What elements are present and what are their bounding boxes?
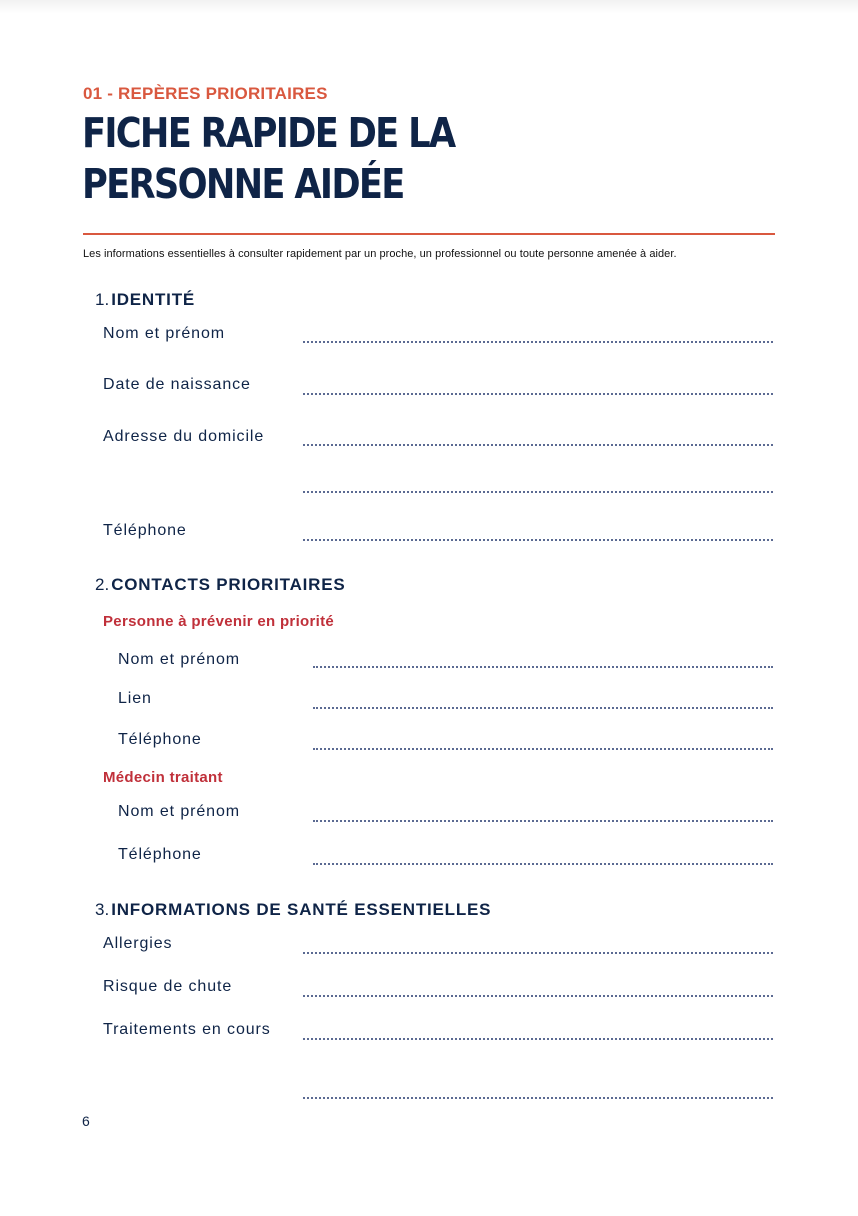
field-line-adresse-2[interactable] bbox=[303, 491, 773, 493]
section-identite-heading bbox=[95, 290, 195, 310]
label-medecin-nom-prenom: Nom et prénom bbox=[118, 803, 240, 820]
page-top-shadow bbox=[0, 0, 858, 14]
field-line-contact-lien[interactable] bbox=[313, 707, 773, 709]
label-contact-nom-prenom: Nom et prénom bbox=[118, 651, 240, 668]
field-line-telephone[interactable] bbox=[303, 539, 773, 541]
section-sante-heading bbox=[95, 900, 491, 920]
section-number: 2. bbox=[95, 575, 110, 594]
label-adresse: Adresse du domicile bbox=[103, 428, 265, 445]
section-number: 1. bbox=[95, 290, 110, 309]
subheading-medecin-traitant: Médecin traitant bbox=[103, 769, 223, 786]
label-medecin-telephone: Téléphone bbox=[118, 846, 202, 863]
field-line-date-naissance[interactable] bbox=[303, 393, 773, 395]
label-date-naissance: Date de naissance bbox=[103, 376, 251, 393]
field-line-medecin-telephone[interactable] bbox=[313, 863, 773, 865]
label-contact-lien: Lien bbox=[118, 690, 152, 707]
label-traitements: Traitements en cours bbox=[103, 1021, 271, 1038]
section-title: IDENTITÉ bbox=[111, 290, 196, 309]
page-title bbox=[82, 108, 454, 210]
subheading-personne-prevenir: Personne à prévenir en priorité bbox=[103, 613, 335, 630]
section-eyebrow: 01 - REPÈRES PRIORITAIRES bbox=[83, 84, 328, 103]
section-number: 3. bbox=[95, 900, 110, 919]
label-allergies: Allergies bbox=[103, 935, 173, 952]
page-number: 6 bbox=[82, 1113, 90, 1129]
label-risque-chute: Risque de chute bbox=[103, 978, 233, 995]
field-line-allergies[interactable] bbox=[303, 952, 773, 954]
field-line-adresse-1[interactable] bbox=[303, 444, 773, 446]
field-line-traitements-1[interactable] bbox=[303, 1038, 773, 1040]
field-line-contact-nom-prenom[interactable] bbox=[313, 666, 773, 668]
intro-text: Les informations essentielles à consulter rapidement par un proche, un professionnel ou toute personne amenée à aider. bbox=[83, 248, 677, 260]
field-line-medecin-nom-prenom[interactable] bbox=[313, 820, 773, 822]
field-line-traitements-2[interactable] bbox=[303, 1097, 773, 1099]
section-title: CONTACTS PRIORITAIRES bbox=[111, 575, 346, 594]
field-line-contact-telephone[interactable] bbox=[313, 748, 773, 750]
label-telephone: Téléphone bbox=[103, 522, 187, 539]
section-contacts-heading bbox=[95, 575, 346, 595]
title-divider bbox=[83, 233, 775, 235]
section-title: INFORMATIONS DE SANTÉ ESSENTIELLES bbox=[111, 900, 492, 919]
label-nom-prenom: Nom et prénom bbox=[103, 325, 225, 342]
field-line-risque-chute[interactable] bbox=[303, 995, 773, 997]
field-line-nom-prenom[interactable] bbox=[303, 341, 773, 343]
page-title-line-2: PERSONNE AIDÉE bbox=[82, 160, 404, 208]
label-contact-telephone: Téléphone bbox=[118, 731, 202, 748]
page-title-line-1: FICHE RAPIDE DE LA bbox=[82, 109, 455, 157]
